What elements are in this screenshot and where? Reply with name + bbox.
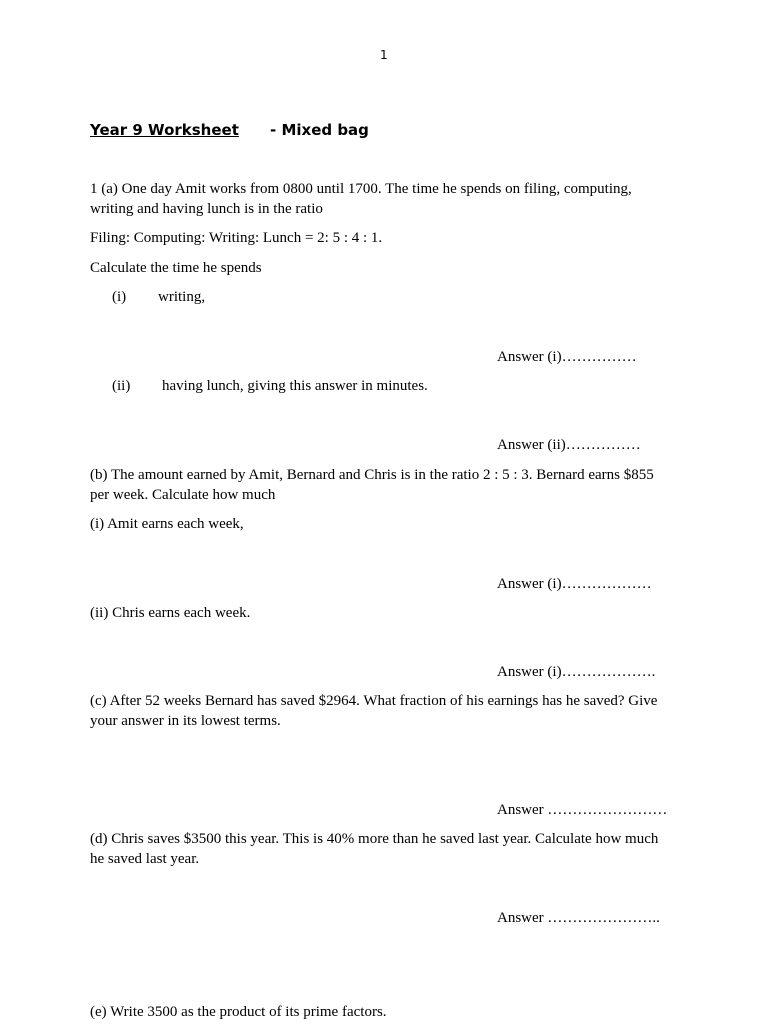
worksheet-title: Year 9 Worksheet xyxy=(90,121,239,139)
answer-line-b-i: Answer (i)……………… xyxy=(497,576,652,592)
question-1d-text: (d) Chris saves $3500 this year. This is 40% more than he saved last year. Calculate how much he saved last year. xyxy=(90,831,659,867)
answer-line-a-i: Answer (i)…………… xyxy=(497,349,637,365)
part-b-ii-text: (ii) Chris earns each week. xyxy=(90,605,251,621)
part-ii-text: having lunch, giving this answer in minutes. xyxy=(162,378,428,394)
question-1e-text: (e) Write 3500 as the product of its prime factors. xyxy=(90,1004,387,1020)
part-ii-number: (ii) xyxy=(112,378,131,394)
answer-line-c: Answer …………………… xyxy=(497,802,668,818)
page-number: 1 xyxy=(380,48,388,62)
answer-line-a-ii: Answer (ii)…………… xyxy=(497,437,641,453)
worksheet-subtitle: - Mixed bag xyxy=(270,121,369,139)
part-i-number: (i) xyxy=(112,289,127,305)
part-b-i-text: (i) Amit earns each week, xyxy=(90,516,244,532)
calculate-line: Calculate the time he spends xyxy=(90,260,262,276)
answer-line-b-ii: Answer (i)………………. xyxy=(497,664,656,680)
answer-line-d: Answer ………………….. xyxy=(497,910,660,926)
part-i-text: writing, xyxy=(158,289,206,305)
question-1b-intro: (b) The amount earned by Amit, Bernard and Chris is in the ratio 2 : 5 : 3. Bernard earns $855 per week. Calculate how much xyxy=(90,467,654,503)
question-1c-text: (c) After 52 weeks Bernard has saved $2964. What fraction of his earnings has he saved? Give your answer in its lowest terms. xyxy=(90,693,658,729)
question-1a-intro: 1 (a) One day Amit works from 0800 until 1700. The time he spends on filing, computing, writing and having lunch is in the ratio xyxy=(90,181,632,217)
ratio-line: Filing: Computing: Writing: Lunch = 2: 5 : 4 : 1. xyxy=(90,230,383,246)
